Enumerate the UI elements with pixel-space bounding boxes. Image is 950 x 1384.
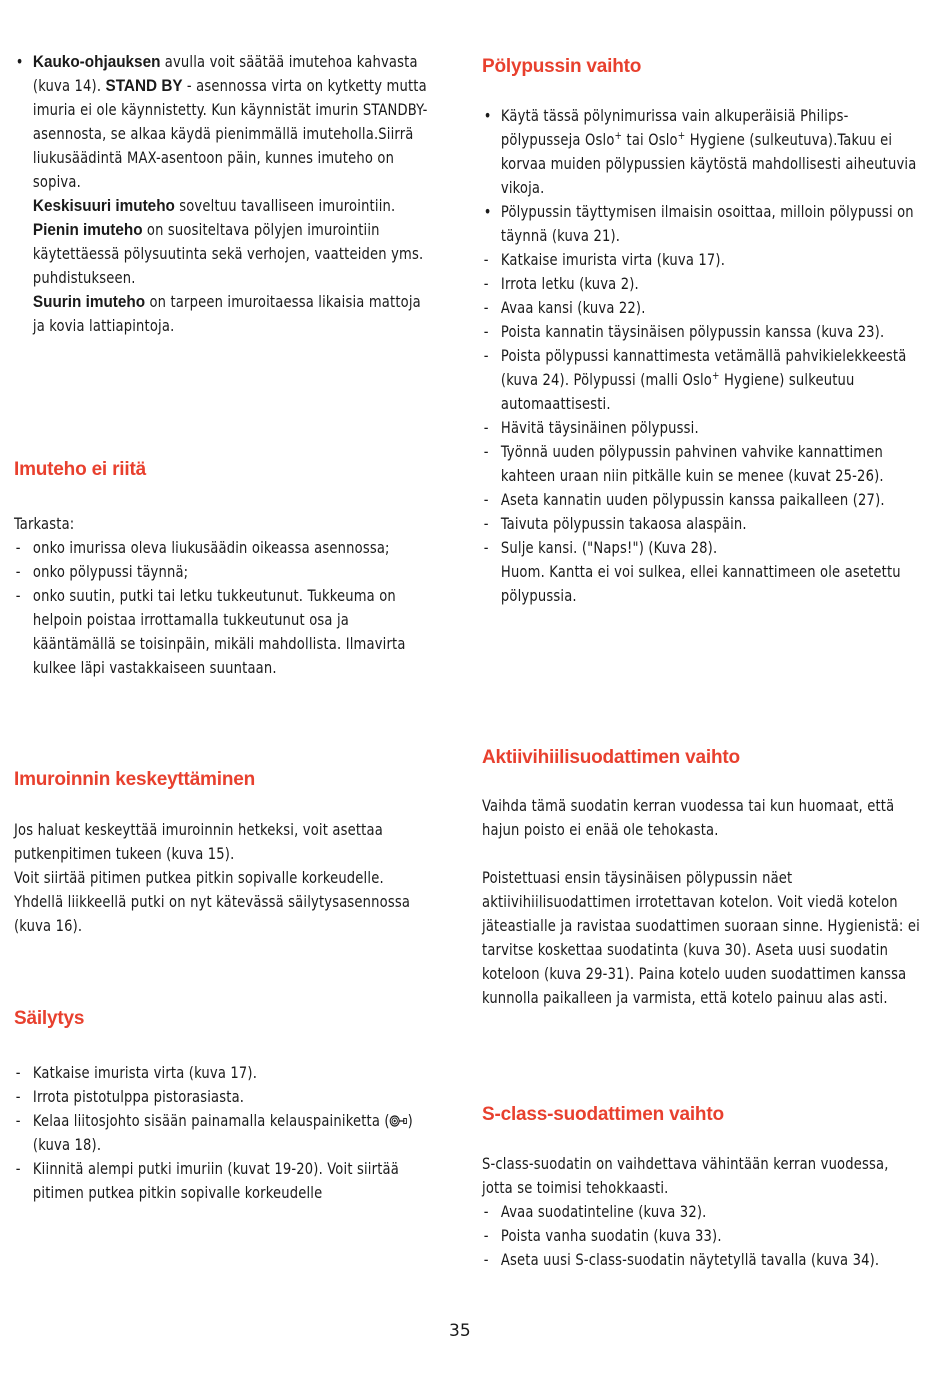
plus-sup: +	[711, 369, 720, 382]
pause-line: Jos haluat keskeyttää imuroinnin hetkeksi, voit asettaa putkenpitimen tukeen (kuva 15).	[14, 820, 383, 863]
sclass-section	[482, 1103, 922, 1272]
carbon-paragraph: Vaihda tämä suodatin kerran vuodessa tai kun huomaat, että hajun poisto ei enää ole tehokasta.	[482, 796, 895, 839]
pause-heading: Imuroinnin keskeyttäminen	[14, 769, 256, 790]
high-suction-paragraph	[14, 290, 434, 338]
standby-lead: STAND BY	[105, 76, 183, 95]
bag-step-text: Hygiene) sulkeutuu automaattisesti.	[500, 370, 855, 413]
sclass-intro: S-class-suodatin on vaihdettava vähintään kerran vuodessa, jotta se toimisi tehokkaasti.	[482, 1154, 889, 1197]
high-suction-text: on tarpeen imuroitaessa likaisia mattoja ja kovia lattiapintoja.	[32, 292, 421, 335]
pause-line: Voit siirtää pitimen putkea pitkin sopivalle korkeudelle.	[14, 868, 384, 887]
bag-step: - Sulje kansi. ("Naps!") (Kuva 28).	[482, 536, 922, 560]
remote-control-paragraph	[14, 50, 434, 194]
bag-step: - Hävitä täysinäinen pölypussi.	[482, 416, 922, 440]
bag-bullet-text: Käytä tässä pölynimurissa vain alkuperäisiä Philips-pölypusseja Oslo	[500, 106, 849, 149]
low-suction-paragraph	[14, 218, 434, 290]
storage-step-text: ) (kuva 18).	[32, 1111, 413, 1154]
carbon-paragraph: Poistettuasi ensin täysinäisen pölypussin näet aktiivihiilisuodattimen irrotettavan kotelon. Voit viedä kotelon jäteastialle ja ravistaa suodattimen suoraan sinne. Hygienistä: ei tarvitse koskettaa suodatinta (kuva 30). Aseta uusi suodatin koteloon (kuva 29-31). Paina kotelo uuden suodattimen kanssa kunnolla paikalleen ja varmista, että kotelo painuu alas asti.	[482, 868, 920, 1007]
bag-step: - Taivuta pölypussin takaosa alaspäin.	[482, 512, 922, 536]
suction-section	[14, 458, 434, 680]
pause-line: Yhdellä liikkeellä putki on nyt kätevässä säilytysasennossa (kuva 16).	[14, 892, 411, 935]
check-item: - onko suutin, putki tai letku tukkeutunut. Tukkeuma on helpoin poistaa irrottamalla tukkeutunut osa ja kääntämällä se toisinpäin, mikäli mahdollista. Ilmavirta kulkee läpi vastakkaiseen suuntaan.	[14, 584, 434, 680]
bag-heading: Pölypussin vaihto	[482, 56, 642, 77]
remote-control-text: avulla voit säätää imutehoa kahvasta (kuva 14).	[32, 52, 418, 95]
sclass-step: - Poista vanha suodatin (kuva 33).	[482, 1224, 922, 1248]
bag-step: - Aseta kannatin uuden pölypussin kanssa paikalleen (27).	[482, 488, 922, 512]
low-suction-lead: Pienin imuteho	[32, 220, 143, 239]
suction-heading: Imuteho ei riitä	[14, 459, 146, 480]
storage-step: - Katkaise imurista virta (kuva 17).	[14, 1061, 434, 1085]
check-item: - onko imurissa oleva liukusäädin oikeassa asennossa;	[14, 536, 434, 560]
bag-step: - Avaa kansi (kuva 22).	[482, 296, 922, 320]
cord-rewind-icon	[390, 1111, 408, 1125]
medium-suction-text: soveltuu tavalliseen imurointiin.	[174, 196, 396, 215]
carbon-section	[482, 746, 922, 1010]
bag-step-text: Poista pölypussi kannattimesta vetämällä pahvikielekkeestä (kuva 24). Pölypussi (malli Oslo	[500, 346, 907, 389]
remote-control-lead: Kauko-ohjauksen	[32, 52, 161, 71]
storage-heading: Säilytys	[14, 1008, 85, 1029]
left-column	[14, 50, 434, 338]
medium-suction-paragraph	[14, 194, 434, 218]
sclass-heading: S-class-suodattimen vaihto	[482, 1104, 724, 1125]
bag-bullet-text: tai Oslo	[622, 130, 678, 149]
storage-section	[14, 1007, 434, 1205]
bag-bullet	[482, 104, 922, 200]
plus-sup: +	[677, 129, 686, 142]
storage-step-text: Kelaa liitosjohto sisään painamalla kelauspainiketta (	[32, 1111, 390, 1130]
bag-step	[482, 344, 922, 416]
storage-step	[14, 1109, 434, 1157]
bag-section	[482, 55, 922, 608]
bag-step: - Katkaise imurista virta (kuva 17).	[482, 248, 922, 272]
high-suction-lead: Suurin imuteho	[32, 292, 146, 311]
standby-text: - asennossa virta on kytketty mutta imuria ei ole käynnistetty. Kun käynnistät imurin STANDBY-asennosta, se alkaa käydä pienimmällä imuteholla.Siirrä liukusäädintä MAX-asentoon päin, kunnes imuteho on sopiva.	[32, 76, 428, 191]
bag-step: - Poista kannatin täysinäisen pölypussin kanssa (kuva 23).	[482, 320, 922, 344]
page-number: 35	[449, 1321, 471, 1341]
storage-step: - Kiinnitä alempi putki imuriin (kuvat 19-20). Voit siirtää pitimen putkea pitkin sopivalle korkeudelle	[14, 1157, 434, 1205]
medium-suction-lead: Keskisuuri imuteho	[32, 196, 175, 215]
pause-section	[14, 768, 434, 938]
check-label: Tarkasta:	[14, 514, 75, 533]
bag-step: - Irrota letku (kuva 2).	[482, 272, 922, 296]
bag-bullet-text: Hygiene (sulkeutuva).Takuu ei korvaa muiden pölypussien käytöstä mahdollisesti aiheutuvia vikoja.	[500, 130, 917, 197]
bag-note: Huom. Kantta ei voi sulkea, ellei kannattimeen ole asetettu pölypussia.	[500, 562, 901, 605]
bag-bullet: • Pölypussin täyttymisen ilmaisin osoittaa, milloin pölypussi on täynnä (kuva 21).	[482, 200, 922, 248]
low-suction-text: on suositeltava pölyjen imurointiin käytettäessä pölysuutinta sekä verhojen, vaatteiden yms. puhdistukseen.	[32, 220, 424, 287]
check-item: - onko pölypussi täynnä;	[14, 560, 434, 584]
storage-step: - Irrota pistotulppa pistorasiasta.	[14, 1085, 434, 1109]
sclass-step: - Aseta uusi S-class-suodatin näytetyllä tavalla (kuva 34).	[482, 1248, 922, 1272]
carbon-heading: Aktiivihiilisuodattimen vaihto	[482, 747, 740, 768]
plus-sup: +	[614, 129, 623, 142]
bag-step: - Työnnä uuden pölypussin pahvinen vahvike kannattimen kahteen uraan niin pitkälle kuin se menee (kuvat 25-26).	[482, 440, 922, 488]
sclass-step: - Avaa suodatinteline (kuva 32).	[482, 1200, 922, 1224]
